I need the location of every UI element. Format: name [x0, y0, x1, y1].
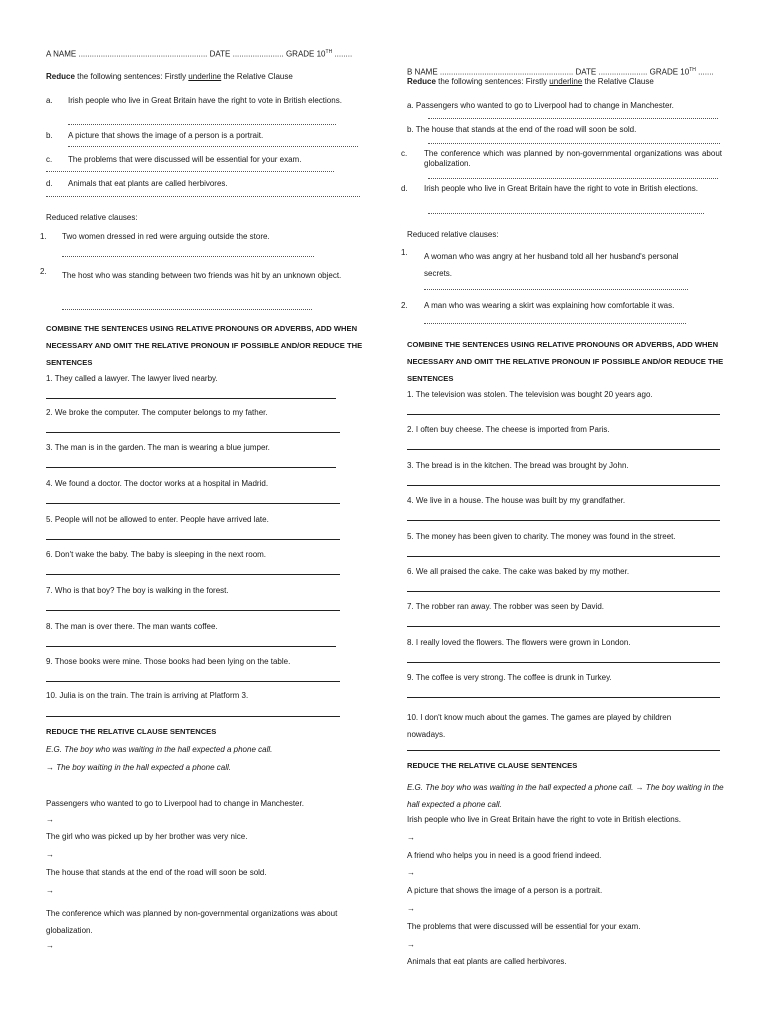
left-reduced-2-answer-line[interactable] — [62, 309, 312, 310]
right-header: B NAME ............................................................ DATE ...................... GRADE 10TH ....... — [407, 67, 714, 77]
left-practice-2-arrow: → — [46, 850, 54, 859]
right-grade-sup: TH — [689, 67, 696, 73]
left-combine-item-5: 5. People will not be allowed to enter. People have arrived late. — [46, 515, 269, 524]
left-combine-item-10: 10. Julia is on the train. The train is arriving at Platform 3. — [46, 691, 249, 700]
left-name-label: A NAME — [46, 49, 77, 59]
left-combine-answer-10[interactable] — [46, 716, 340, 717]
left-combine-item-8: 8. The man is over there. The man wants coffee. — [46, 622, 218, 631]
right-combine-answer-7[interactable] — [407, 626, 720, 627]
right-item-b-answer-line[interactable] — [428, 143, 720, 144]
left-combine-answer-6[interactable] — [46, 574, 340, 575]
right-item-c-text: The conference which was planned by non-governmental organizations was about globalization. — [424, 149, 722, 168]
right-combine-answer-9[interactable] — [407, 697, 720, 698]
right-practice-3: A picture that shows the image of a person is a portrait. — [407, 886, 603, 895]
right-date-label: DATE — [575, 67, 597, 77]
right-practice-1-arrow: → — [407, 833, 415, 842]
right-combine-answer-2[interactable] — [407, 449, 720, 450]
left-reduced-1-marker: 1. — [40, 232, 47, 241]
right-combine-item-9: 9. The coffee is very strong. The coffee is drunk in Turkey. — [407, 673, 612, 682]
left-practice-2: The girl who was picked up by her brother was very nice. — [46, 832, 248, 841]
right-combine-answer-6[interactable] — [407, 591, 720, 592]
left-practice-3: The house that stands at the end of the road will soon be sold. — [46, 868, 267, 877]
right-combine-item-7: 7. The robber ran away. The robber was seen by David. — [407, 602, 604, 611]
left-practice-1: Passengers who wanted to go to Liverpool had to change in Manchester. — [46, 799, 304, 808]
right-reduce-rc-heading: REDUCE THE RELATIVE CLAUSE SENTENCES — [407, 761, 578, 770]
left-practice-1-arrow: → — [46, 815, 54, 824]
left-item-c-marker: c. — [46, 155, 53, 164]
left-item-b-answer-line[interactable] — [68, 146, 358, 147]
left-combine-answer-3[interactable] — [46, 467, 336, 468]
right-combine-answer-4[interactable] — [407, 520, 720, 521]
left-item-d-text: Animals that eat plants are called herbivores. — [68, 179, 228, 188]
right-reduced-2-text: A man who was wearing a skirt was explaining how comfortable it was. — [424, 301, 675, 310]
left-combine-answer-1[interactable] — [46, 398, 336, 399]
right-practice-2-arrow: → — [407, 868, 415, 877]
right-combine-item-10: 10. I don't know much about the games. The games are played by children nowadays. — [407, 713, 672, 739]
right-combine-item-6: 6. We all praised the cake. The cake was baked by my mother. — [407, 567, 630, 576]
right-reduced-heading: Reduced relative clauses: — [407, 230, 499, 239]
right-combine-heading: COMBINE THE SENTENCES USING RELATIVE PRONOUNS OR ADVERBS, ADD WHEN NECESSARY AND OMIT THE RELATIVE PRONOUN IF POSSIBLE AND/OR REDUCE THE SENTENCES — [407, 340, 724, 383]
left-practice-3-arrow: → — [46, 886, 54, 895]
left-reduced-2-marker: 2. — [40, 267, 47, 276]
left-combine-answer-2[interactable] — [46, 432, 340, 433]
right-combine-item-4: 4. We live in a house. The house was built by my grandfather. — [407, 496, 626, 505]
left-combine-answer-8[interactable] — [46, 646, 336, 647]
left-header: A NAME .......................................................... DATE ....................... GRADE 10TH ........ — [46, 49, 353, 59]
right-practice-4: The problems that were discussed will be essential for your exam. — [407, 922, 641, 931]
left-combine-heading: COMBINE THE SENTENCES USING RELATIVE PRONOUNS OR ADVERBS, ADD WHEN NECESSARY AND OMIT THE RELATIVE PRONOUN IF POSSIBLE AND/OR REDUCE THE SENTENCES — [46, 324, 363, 367]
right-item-c-answer-line[interactable] — [428, 178, 718, 179]
right-practice-3-arrow: → — [407, 904, 415, 913]
right-combine-answer-3[interactable] — [407, 485, 720, 486]
left-combine-answer-4[interactable] — [46, 503, 340, 504]
right-grade-label: GRADE 10 — [649, 67, 690, 77]
right-practice-5: Animals that eat plants are called herbivores. — [407, 957, 567, 966]
left-combine-item-7: 7. Who is that boy? The boy is walking in the forest. — [46, 586, 229, 595]
left-reduced-1-text: Two women dressed in red were arguing outside the store. — [62, 232, 270, 241]
right-combine-item-8: 8. I really loved the flowers. The flowers were grown in London. — [407, 638, 631, 647]
left-combine-item-4: 4. We found a doctor. The doctor works at a hospital in Madrid. — [46, 479, 269, 488]
right-combine-item-2: 2. I often buy cheese. The cheese is imported from Paris. — [407, 425, 610, 434]
right-reduced-1-marker: 1. — [401, 248, 408, 257]
left-item-b-marker: b. — [46, 131, 53, 140]
right-combine-answer-10[interactable] — [407, 750, 720, 751]
left-combine-item-6: 6. Don't wake the baby. The baby is sleeping in the next room. — [46, 550, 267, 559]
right-item-a-answer-line[interactable] — [428, 118, 718, 119]
right-combine-item-3: 3. The bread is in the kitchen. The bread was brought by John. — [407, 461, 629, 470]
left-item-a-marker: a. — [46, 96, 53, 105]
right-reduce-instruction: Reduce the following sentences: Firstly underline the Relative Clause — [407, 77, 654, 86]
left-item-c-text: The problems that were discussed will be essential for your exam. — [68, 155, 302, 164]
left-item-b-text: A picture that shows the image of a person is a portrait. — [68, 131, 264, 140]
right-practice-2: A friend who helps you in need is a good friend indeed. — [407, 851, 602, 860]
left-item-d-marker: d. — [46, 179, 53, 188]
right-reduced-2-answer-line[interactable] — [424, 323, 686, 324]
left-combine-answer-9[interactable] — [46, 681, 340, 682]
left-combine-answer-7[interactable] — [46, 610, 340, 611]
left-combine-answer-5[interactable] — [46, 539, 340, 540]
left-combine-item-1: 1. They called a lawyer. The lawyer lived nearby. — [46, 374, 218, 383]
left-combine-item-2: 2. We broke the computer. The computer belongs to my father. — [46, 408, 268, 417]
right-item-d-text: Irish people who live in Great Britain have the right to vote in British elections. — [424, 184, 698, 193]
right-item-b: b. The house that stands at the end of the road will soon be sold. — [407, 125, 637, 134]
left-date-label: DATE — [209, 49, 231, 59]
right-combine-answer-5[interactable] — [407, 556, 720, 557]
right-practice-1: Irish people who live in Great Britain have the right to vote in British elections. — [407, 815, 681, 824]
left-item-c-answer-line[interactable] — [46, 171, 334, 172]
left-reduce-rc-heading: REDUCE THE RELATIVE CLAUSE SENTENCES — [46, 727, 217, 736]
left-combine-item-3: 3. The man is in the garden. The man is wearing a blue jumper. — [46, 443, 270, 452]
right-combine-answer-1[interactable] — [407, 414, 720, 415]
right-item-d-marker: d. — [401, 184, 408, 193]
right-practice-4-arrow: → — [407, 940, 415, 949]
right-reduced-1-answer-line[interactable] — [424, 289, 688, 290]
right-reduced-2-marker: 2. — [401, 301, 408, 310]
left-grade-sup: TH — [325, 49, 333, 55]
right-item-d-answer-line[interactable] — [428, 213, 704, 214]
left-combine-item-9: 9. Those books were mine. Those books had been lying on the table. — [46, 657, 291, 666]
left-grade-label: GRADE 10 — [285, 49, 326, 59]
right-combine-item-1: 1. The television was stolen. The television was bought 20 years ago. — [407, 390, 653, 399]
left-item-a-answer-line[interactable] — [68, 124, 336, 125]
right-example: E.G. The boy who was waiting in the hall expected a phone call. → The boy waiting in the hall expected a phone call. — [407, 783, 724, 809]
left-reduced-1-answer-line[interactable] — [62, 256, 314, 257]
left-reduce-instruction: Reduce the following sentences: Firstly underline the Relative Clause — [46, 72, 293, 81]
left-item-a-text: Irish people who live in Great Britain have the right to vote in British elections. — [68, 96, 342, 105]
left-practice-4: The conference which was planned by non-governmental organizations was about globalization. — [46, 909, 338, 935]
left-item-d-answer-line[interactable] — [46, 196, 360, 197]
left-reduced-2-text: The host who was standing between two friends was hit by an unknown object. — [62, 271, 342, 280]
right-combine-item-5: 5. The money has been given to charity. The money was found in the street. — [407, 532, 676, 541]
left-example-2: → The boy waiting in the hall expected a phone call. — [46, 763, 232, 772]
left-practice-4-arrow: → — [46, 941, 54, 950]
right-name-label: B NAME — [407, 67, 438, 77]
left-example-1: E.G. The boy who was waiting in the hall expected a phone call. — [46, 745, 273, 754]
right-item-c-marker: c. — [401, 149, 408, 158]
right-combine-answer-8[interactable] — [407, 662, 720, 663]
right-item-a: a. Passengers who wanted to go to Liverpool had to change in Manchester. — [407, 101, 674, 110]
right-reduced-1-text: A woman who was angry at her husband told all her husband's personal secrets. — [424, 252, 679, 278]
left-reduced-heading: Reduced relative clauses: — [46, 213, 138, 222]
